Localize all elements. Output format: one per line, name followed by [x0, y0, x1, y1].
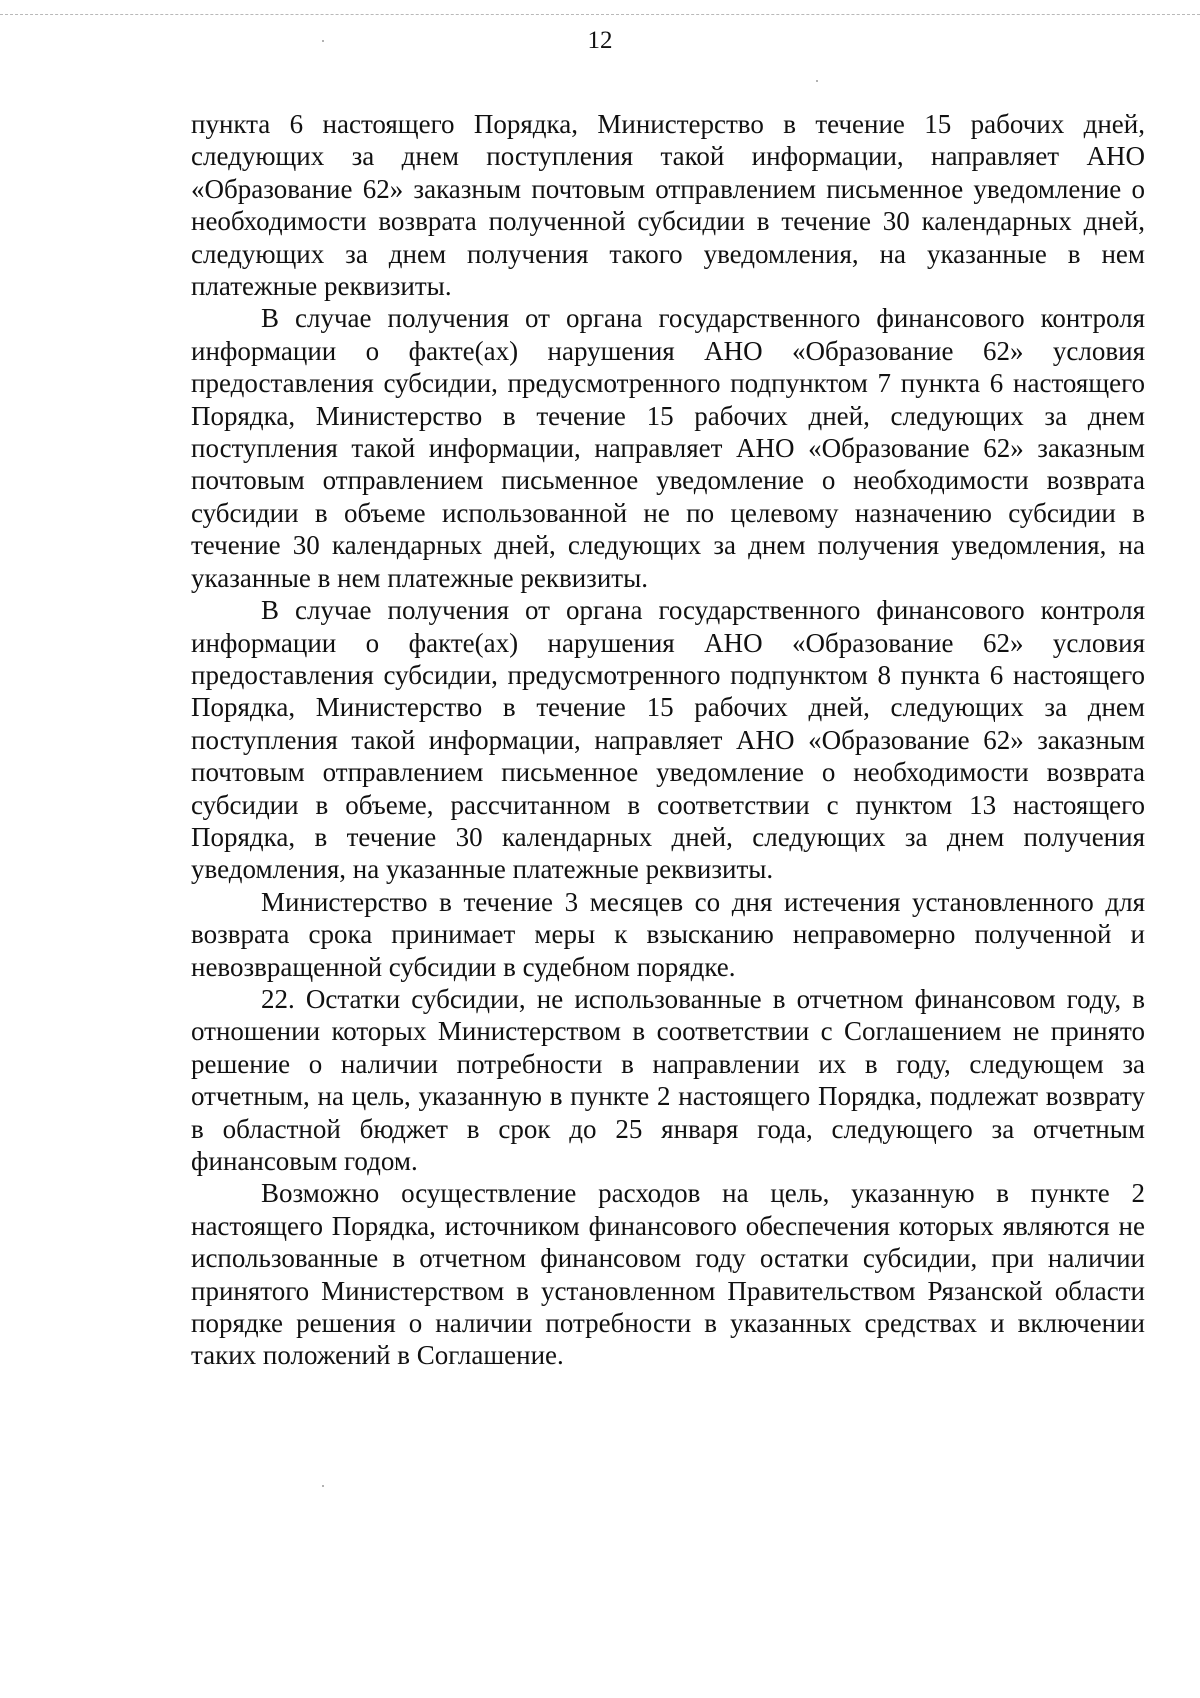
scan-top-edge: [0, 14, 1200, 15]
paragraph: 22. Остатки субсидии, не использованные в отчетном финансовом году, в отношении которых Министерством в соответствии с Соглашением не принято решение о наличии потребности в направлении их в году, следующем за отчетным, на цель, указанную в пункте 2 настоящего Порядка, подлежат возврату в областной бюджет в срок до 25 января года, следующего за отчетным финансовым годом.: [191, 983, 1145, 1176]
scan-speck: [816, 80, 818, 82]
paragraph: В случае получения от органа государственного финансового контроля информации о факте(ах) нарушения АНО «Образование 62» условия предоставления субсидии, предусмотренного подпунктом 8 пункта 6 настоящего Порядка, Министерство в течение 15 рабочих дней, следующих за днем поступления такой информации, направляет АНО «Образование 62» заказным почтовым отправлением письменное уведомление о необходимости возврата субсидии в объеме, рассчитанном в соответствии с пунктом 13 настоящего Порядка, в течение 30 календарных дней, следующих за днем получения уведомления, на указанные платежные реквизиты.: [191, 595, 1145, 885]
document-body: [191, 108, 1145, 1372]
paragraph: Министерство в течение 3 месяцев со дня истечения установленного для возврата срока принимает меры к взысканию неправомерно полученной и невозвращенной субсидии в судебном порядке.: [191, 886, 1145, 982]
paragraph: Возможно осуществление расходов на цель, указанную в пункте 2 настоящего Порядка, источником финансового обеспечения которых являются не использованные в отчетном финансовом году остатки субсидии, при наличии принятого Министерством в установленном Правительством Рязанской области порядке решения о наличии потребности в указанных средствах и включении таких положений в Соглашение.: [191, 1178, 1145, 1371]
scan-speck: [322, 1485, 324, 1487]
paragraph: пункта 6 настоящего Порядка, Министерство в течение 15 рабочих дней, следующих за днем поступления такой информации, направляет АНО «Образование 62» заказным почтовым отправлением письменное уведомление о необходимости возврата полученной субсидии в течение 30 календарных дней, следующих за днем получения такого уведомления, на указанные в нем платежные реквизиты.: [191, 109, 1145, 302]
paragraph: В случае получения от органа государственного финансового контроля информации о факте(ах) нарушения АНО «Образование 62» условия предоставления субсидии, предусмотренного подпунктом 7 пункта 6 настоящего Порядка, Министерство в течение 15 рабочих дней, следующих за днем поступления такой информации, направляет АНО «Образование 62» заказным почтовым отправлением письменное уведомление о необходимости возврата субсидии в объеме использованной не по целевому назначению субсидии в течение 30 календарных дней, следующих за днем получения уведомления, на указанные в нем платежные реквизиты.: [191, 303, 1145, 593]
page-number: 12: [587, 27, 613, 54]
